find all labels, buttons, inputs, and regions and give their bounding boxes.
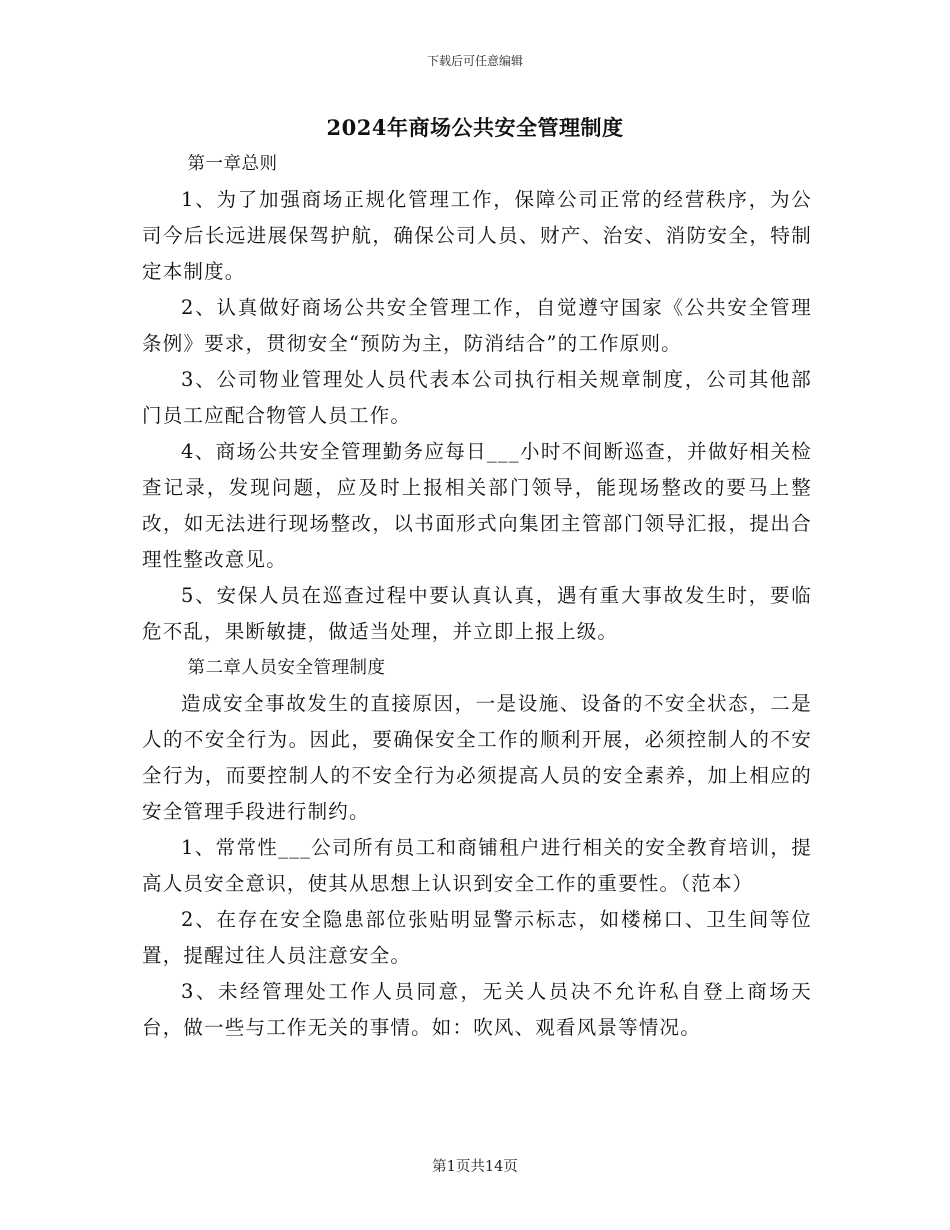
chapter-1-paragraph-3: 3、公司物业管理处人员代表本公司执行相关规章制度，公司其他部门员工应配合物管人员工作。 [142, 368, 812, 427]
chapter-2-intro-paragraph: 造成安全事故发生的直接原因，一是设施、设备的不安全状态，二是人的不安全行为。因此，要确保安全工作的顺利开展，必须控制人的不安全行为，而要控制人的不安全行为必须提高人员的安全素养，加上相应的安全管理手段进行制约。 [142, 692, 812, 823]
chapter-1-paragraph-1: 1、为了加强商场正规化管理工作，保障公司正常的经营秩序，为公司今后长远进展保驾护航，确保公司人员、财产、治安、消防安全，特制定本制度。 [142, 188, 812, 283]
chapter-1-heading: 第一章总则 [187, 154, 278, 174]
chapter-1-paragraph-5: 5、安保人员在巡查过程中要认真认真，遇有重大事故发生时，要临危不乱，果断敏捷，做适当处理，并立即上报上级。 [142, 584, 812, 643]
chapter-2-paragraph-3: 3、未经管理处工作人员同意，无关人员决不允许私自登上商场天台，做一些与工作无关的事情。如：吹风、观看风景等情况。 [142, 980, 812, 1039]
document-body [142, 146, 812, 1046]
page-number-indicator: 第1页共14页 [432, 1159, 518, 1175]
chapter-1-paragraph-4: 4、商场公共安全管理勤务应每日___小时不间断巡查，并做好相关检查记录，发现问题，应及时上报相关部门领导，能现场整改的要马上整改，如无法进行现场整改，以书面形式向集团主管部门领导汇报，提出合理性整改意见。 [142, 440, 812, 571]
chapter-2-heading: 第二章人员安全管理制度 [187, 658, 386, 678]
page-header-note: 下载后可任意编辑 [426, 54, 523, 68]
chapter-1-paragraph-2: 2、认真做好商场公共安全管理工作，自觉遵守国家《公共安全管理条例》要求，贯彻安全“预防为主，防消结合”的工作原则。 [142, 296, 812, 355]
chapter-2-paragraph-2: 2、在存在安全隐患部位张贴明显警示标志，如楼梯口、卫生间等位置，提醒过往人员注意安全。 [142, 908, 812, 967]
chapter-2-paragraph-1: 1、常常性___公司所有员工和商铺租户进行相关的安全教育培训，提高人员安全意识，使其从思想上认识到安全工作的重要性。（范本） [142, 836, 812, 895]
document-title: 2024年商场公共安全管理制度 [326, 115, 624, 140]
